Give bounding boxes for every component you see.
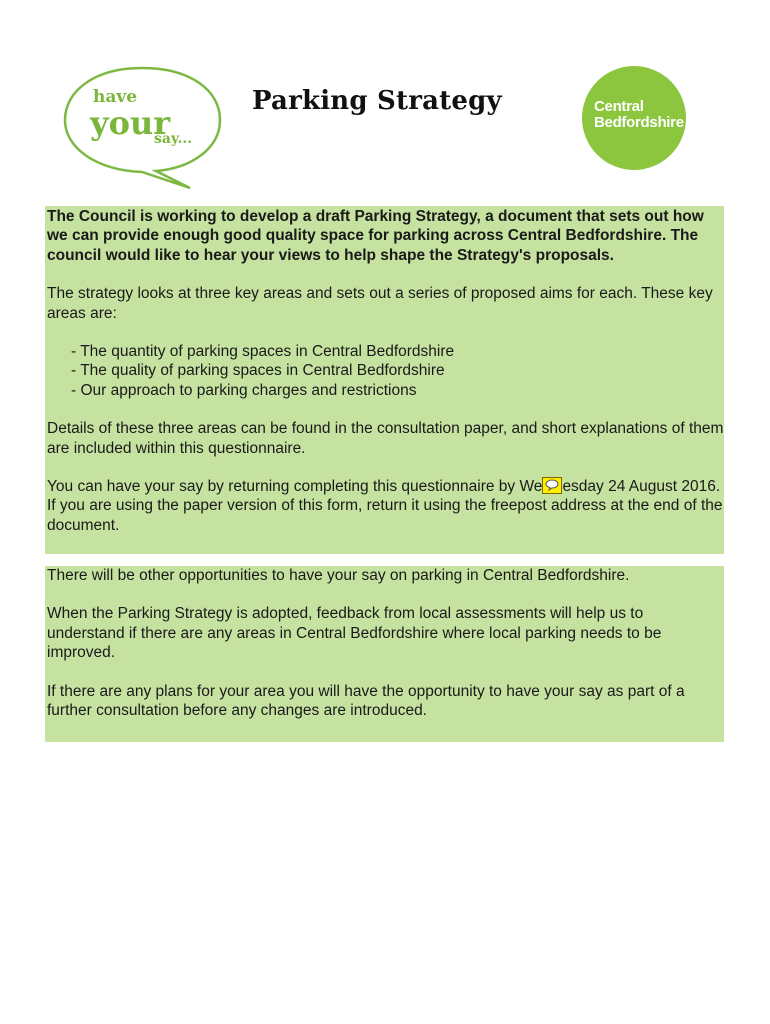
list-item: - Our approach to parking charges and restrictions: [71, 381, 417, 399]
logo-text-have: have: [93, 87, 138, 107]
deadline-paragraph: [47, 477, 724, 535]
deadline-text-end: esday 24 August 2016. If you are using the paper version of this form, return it using the freepost address at the end of the document.: [47, 478, 723, 534]
logo-text-bedfordshire: Bedfordshire: [594, 114, 684, 131]
comment-icon[interactable]: [542, 477, 562, 494]
further-info-section: [45, 566, 724, 742]
key-areas-list: [47, 342, 724, 400]
list-item: - The quantity of parking spaces in Central Bedfordshire: [71, 343, 455, 361]
logo-text-central: Central: [594, 98, 644, 115]
speech-bubble-icon: [60, 62, 225, 192]
logo-text-say: say...: [154, 131, 193, 147]
opportunities-paragraph: There will be other opportunities to have your say on parking in Central Bedfordshire.: [47, 567, 630, 584]
logo-text-your: your: [90, 104, 171, 142]
page-title: Parking Strategy: [252, 86, 502, 116]
consultation-paragraph: If there are any plans for your area you will have the opportunity to have your say as part of a further consultation before any changes are introduced.: [47, 682, 685, 720]
spacer: [47, 400, 724, 419]
details-paragraph: Details of these three areas can be found in the consultation paper, and short explanations of them are included within this questionnaire.: [47, 420, 724, 457]
intro-paragraph: The Council is working to develop a draft Parking Strategy, a document that sets out how we can provide enough good quality space for parking across Central Bedfordshire. The council would like to hear your views to help shape the Strategy's proposals.: [47, 208, 704, 264]
have-your-say-logo: [60, 62, 225, 192]
key-areas-paragraph: The strategy looks at three key areas and sets out a series of proposed aims for each. These key areas are:: [47, 285, 713, 322]
page-header: [0, 0, 770, 200]
intro-section: [45, 206, 724, 554]
spacer: [47, 265, 724, 284]
spacer: [47, 323, 724, 342]
deadline-text-start: You can have your say by returning completing this questionnaire by We: [47, 478, 543, 496]
list-item: - The quality of parking spaces in Central Bedfordshire: [71, 362, 445, 380]
feedback-paragraph: When the Parking Strategy is adopted, feedback from local assessments will help us to understand if there are any areas in Central Bedfordshire where local parking needs to be improved.: [47, 605, 662, 662]
spacer: [47, 663, 724, 682]
central-bedfordshire-logo: [582, 66, 686, 170]
spacer: [47, 458, 724, 477]
spacer: [47, 585, 724, 604]
